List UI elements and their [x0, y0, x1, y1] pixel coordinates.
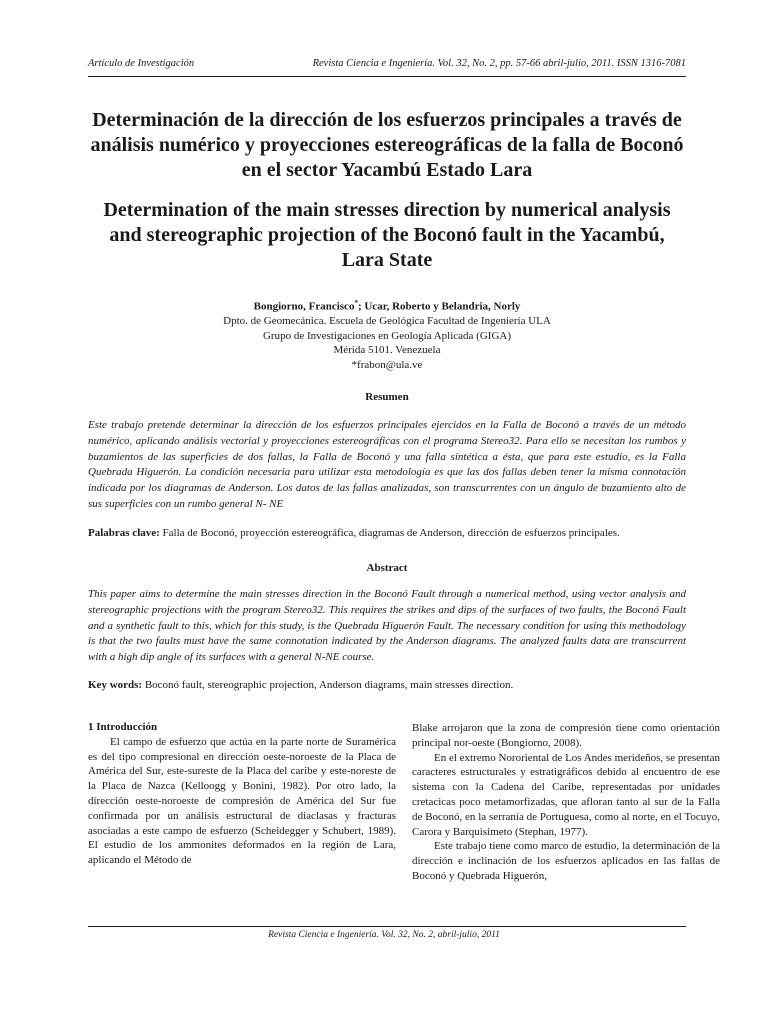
first-author: Bongiorno, Francisco [253, 300, 355, 313]
key-words [88, 678, 686, 692]
footer-rule [88, 926, 686, 927]
abstract-heading: Abstract [366, 562, 408, 574]
affiliation-group: Grupo de Investigaciones en Geología Aplicada (GIGA) [262, 329, 512, 342]
header-rule [88, 76, 686, 77]
resumen-text: Este trabajo pretende determinar la dirección de los esfuerzos principales ejercidos en la Falla de Boconó a través de un método numérico, aplicando análisis vectorial y proyecciones estereográficas con el programa Stereo32. Para ello se necesitan los rumbos y buzamientos de las superficies de dos fallas, la Falla de Boconó y una falla sintética a ésta, que para este estudio, es la Falla Quebrada Higuerón. La condición necesaria para utilizar esta metodología es que las dos fallas deben tener la misma connotación indicada por los diagramas de Anderson. Los datos de las fallas analizadas, son transcurrentes con un ángulo de buzamiento alto de sus superficies con un rumbo general N- NE [88, 419, 686, 510]
title-spanish: Determinación de la dirección de los esfuerzos principales a través de análisis numérico y proyecciones estereográficas de la falla de Boconó en el sector Yacambú Estado Lara [90, 109, 684, 181]
key-words-label: Key words: [88, 679, 143, 691]
corresponding-marker: * [354, 299, 358, 307]
abstract-text: This paper aims to determine the main stresses direction in the Boconó Fault through a numerical method, using vector analysis and stereographic projections with the program Stereo32. This requires the strikes and dips of the surfaces of two faults, the Boconó Fault and a synthetic fault to this, which for this study, is the Quebrada Higuerón Fault. The necessary condition for using this methodology is that the two faults must have the same connotation indicated by the Anderson diagrams. The analyzed faults data are transcurrent with a high dip angle of its surfaces with a general N-NE course. [88, 588, 686, 664]
palabras-clave-label: Palabras clave: [88, 527, 160, 539]
resumen-heading: Resumen [365, 391, 409, 403]
author-names [88, 296, 686, 314]
affiliation-city: Mérida 5101. Venezuela [333, 344, 441, 357]
article-type: Artículo de Investigación [88, 58, 195, 69]
body-paragraph: Este trabajo tiene como marco de estudio, la determinación de la dirección e inclinación de los esfuerzos aplicados en las fallas de Boconó y Quebrada Higuerón, [412, 840, 720, 882]
palabras-clave [88, 526, 686, 540]
section-heading-introduccion: 1 Introducción [88, 721, 158, 733]
body-paragraph: El campo de esfuerzo que actúa en la parte norte de Suramérica es del tipo compresional en dirección oeste-noroeste de la Placa de América del Sur, este-sureste de la Placa del caribe y este-noreste de la Placa de Nazca (Kelloogg y Bonini, 1982). Por otro lado, la dirección oeste-noroeste de compresión de América del Sur fue confirmada por un análisis estructural de diaclasas y fracturas asociadas a este campo de esfuerzo (Scheidegger y Schubert, 1989). El estudio de los ammonites deformados en la región de Lara, aplicando el Método de [88, 735, 396, 867]
author-email: *frabon@ula.ve [351, 358, 423, 371]
body-paragraph: En el extremo Nororiental de Los Andes merideños, se presentan caracteres estructurales y estratigráficos debido al encuentro de ese sistema con la Cadena del Caribe, representadas por unidades cretacicas poco metamorfizadas, que afloran tanto al sur de la Falla de Boconó, en la serranía de Portuguesa, como al norte, en el Tocuyo, Carora y Barquisimeto (Stephan, 1977). [412, 751, 720, 838]
body-column-right [412, 721, 720, 884]
title-english: Determination of the main stresses direction by numerical analysis and stereographic projection of the Boconó fault in the Yacambú, Lara State [103, 199, 671, 271]
body-paragraph: Blake arrojaron que la zona de compresión tiene como orientación principal nor-oeste (Bongiorno, 2008). [412, 722, 720, 749]
other-authors: ; Ucar, Roberto y Belandria, Norly [357, 300, 521, 313]
journal-citation: Revista Ciencia e Ingeniería. Vol. 32, No. 2, pp. 57-66 abril-julio, 2011. ISSN 1316-7081 [312, 58, 686, 69]
page-footer: Revista Ciencia e Ingeniería. Vol. 32, No. 2, abril-julio, 2011 [268, 930, 500, 940]
key-words-list: Boconó fault, stereographic projection, Anderson diagrams, main stresses direction. [144, 679, 514, 691]
palabras-clave-list: Falla de Boconó, proyección estereográfica, diagramas de Anderson, dirección de esfuerzos principales. [162, 527, 620, 539]
author-block [88, 296, 686, 372]
running-header [88, 58, 686, 69]
affiliation-department: Dpto. de Geomecánica. Escuela de Geológica Facultad de Ingeniería ULA [223, 315, 551, 328]
body-column-left [88, 720, 396, 868]
